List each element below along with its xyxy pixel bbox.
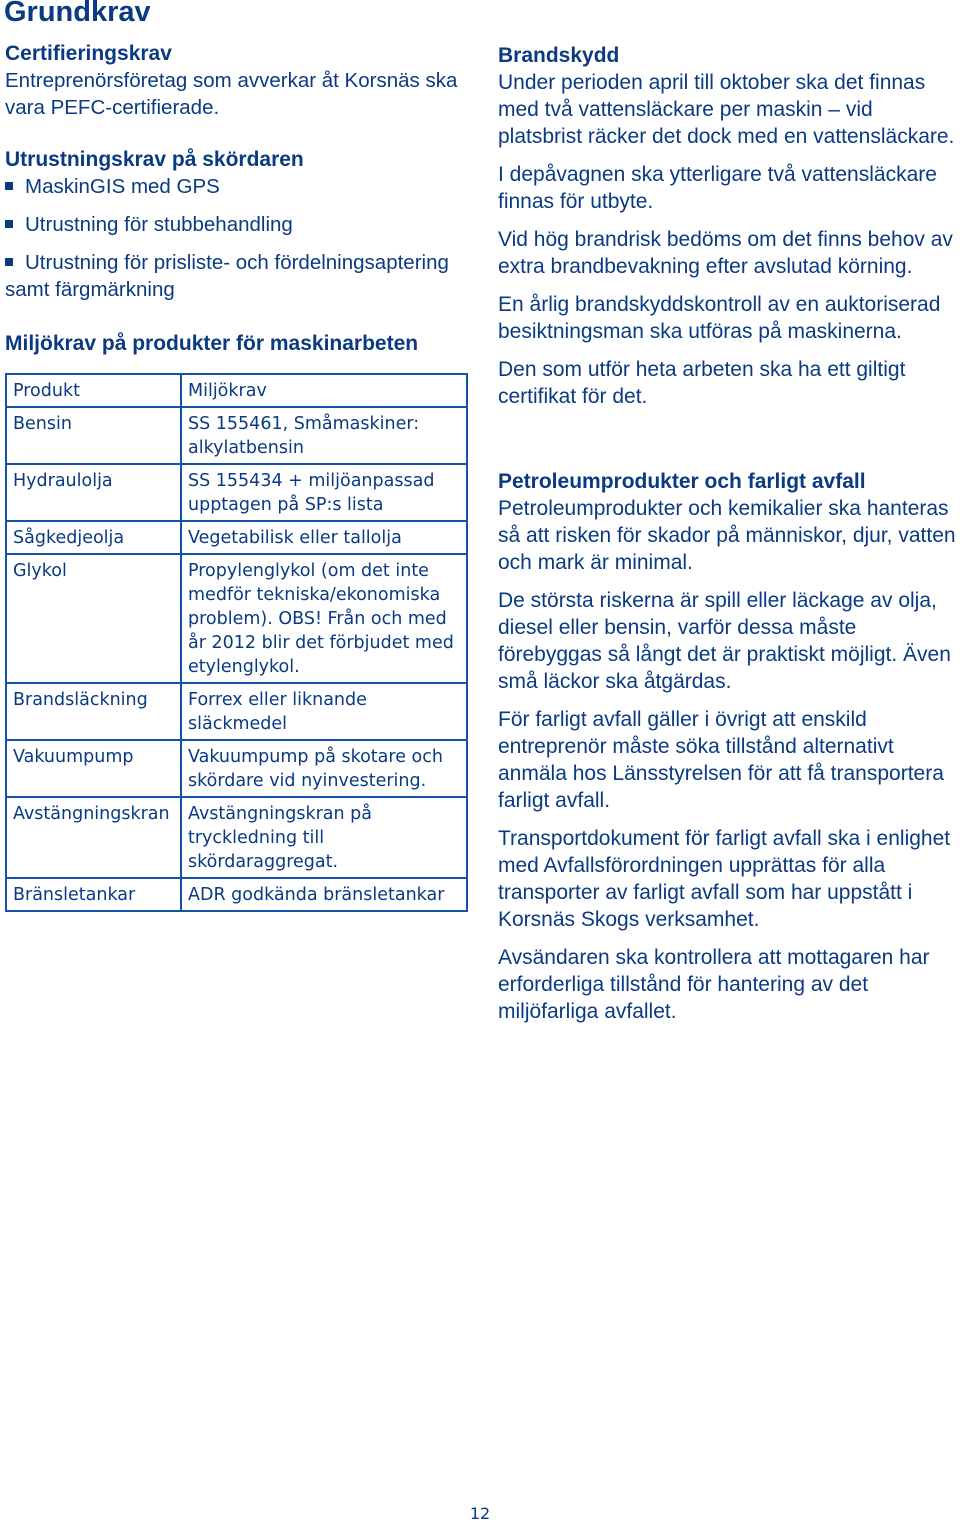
list-item: MaskinGIS med GPS [5, 173, 475, 200]
fire-paragraph: Vid hög brandrisk bedöms om det finns behov av extra brandbevakning efter avslutad körning. [498, 228, 953, 278]
requirement-cell: Vakuumpump på skotare och skördare vid nyinvestering. [181, 740, 467, 797]
fire-paragraph: Under perioden april till oktober ska det finnas med två vattensläckare per maskin – vid platsbrist räcker det dock med en vattensläckare. [498, 71, 955, 148]
square-bullet-icon [5, 182, 13, 190]
requirement-cell: Vegetabilisk eller tallolja [181, 521, 467, 554]
petroleum-paragraph: Transportdokument för farligt avfall ska i enlighet med Avfallsförordningen upprättas för alla transporter av farligt avfall som har uppstått i Korsnäs Skogs verksamhet. [498, 827, 951, 931]
cert-heading: Certifieringskrav [5, 42, 172, 65]
header-cell-product: Produkt [6, 374, 181, 407]
requirement-cell: Forrex eller liknande släckmedel [181, 683, 467, 740]
header-cell-requirement: Miljökrav [181, 374, 467, 407]
requirement-cell: SS 155434 + miljöanpassad upptagen på SP:s lista [181, 464, 467, 521]
list-item: Utrustning för stubbehandling [5, 211, 475, 238]
fire-paragraph: I depåvagnen ska ytterligare två vattensläckare finnas för utbyte. [498, 163, 937, 213]
product-cell: Bensin [6, 407, 181, 464]
product-cell: Hydraulolja [6, 464, 181, 521]
table-row [6, 464, 467, 521]
equipment-section [5, 146, 475, 303]
fire-heading: Brandskydd [498, 44, 620, 67]
cert-section [5, 40, 475, 121]
table-row [6, 740, 467, 797]
fire-section [498, 42, 960, 410]
product-cell: Sågkedjeolja [6, 521, 181, 554]
product-cell: Vakuumpump [6, 740, 181, 797]
petroleum-paragraph: De största riskerna är spill eller läckage av olja, diesel eller bensin, varför dessa måste förebyggas så långt det är praktiskt möjligt. Även små läckor ska åtgärdas. [498, 589, 951, 693]
petroleum-paragraph: För farligt avfall gäller i övrigt att enskild entreprenör måste söka tillstånd alternativt anmäla hos Länsstyrelsen för att få transportera farligt avfall. [498, 708, 944, 812]
requirement-cell: SS 155461, Småmaskiner: alkylatbensin [181, 407, 467, 464]
cert-text: Entreprenörsföretag som avverkar åt Korsnäs ska vara PEFC-certifierade. [5, 69, 458, 119]
left-column [5, 40, 475, 912]
table-row [6, 683, 467, 740]
product-cell: Brandsläckning [6, 683, 181, 740]
product-cell: Avstängningskran [6, 797, 181, 878]
square-bullet-icon [5, 220, 13, 228]
fire-paragraph: Den som utför heta arbeten ska ha ett giltigt certifikat för det. [498, 358, 906, 408]
table-row [6, 554, 467, 683]
fire-paragraph: En årlig brandskyddskontroll av en auktoriserad besiktningsman ska utföras på maskinerna. [498, 293, 941, 343]
table-row [6, 407, 467, 464]
petroleum-section [498, 468, 960, 1025]
requirement-cell: Propylenglykol (om det inte medför tekniska/ekonomiska problem). OBS! Från och med år 2012 blir det förbjudet med etylenglykol. [181, 554, 467, 683]
petroleum-heading: Petroleumprodukter och farligt avfall [498, 470, 866, 493]
requirement-cell: Avstängningskran på tryckledning till skördaraggregat. [181, 797, 467, 878]
table-row [6, 878, 467, 911]
equipment-list [5, 173, 475, 303]
table-row [6, 797, 467, 878]
page-number: 12 [469, 1504, 491, 1523]
requirement-cell: ADR godkända bränsletankar [181, 878, 467, 911]
square-bullet-icon [5, 258, 13, 266]
product-cell: Glykol [6, 554, 181, 683]
env-requirements-table [5, 373, 468, 912]
table-header-row [6, 374, 467, 407]
list-item: Utrustning för prisliste- och fördelningsaptering samt färgmärkning [5, 251, 449, 301]
env-section [5, 330, 475, 912]
page-title: Grundkrav [4, 0, 151, 28]
env-heading: Miljökrav på produkter för maskinarbeten [5, 332, 419, 355]
table-row [6, 521, 467, 554]
equipment-heading: Utrustningskrav på skördaren [5, 148, 304, 171]
product-cell: Bränsletankar [6, 878, 181, 911]
petroleum-paragraph: Avsändaren ska kontrollera att mottagaren har erforderliga tillstånd för hantering av det miljöfarliga avfallet. [498, 946, 930, 1023]
petroleum-paragraph: Petroleumprodukter och kemikalier ska hanteras så att risken för skador på människor, djur, vatten och mark är minimal. [498, 497, 956, 574]
right-column [498, 42, 960, 1036]
